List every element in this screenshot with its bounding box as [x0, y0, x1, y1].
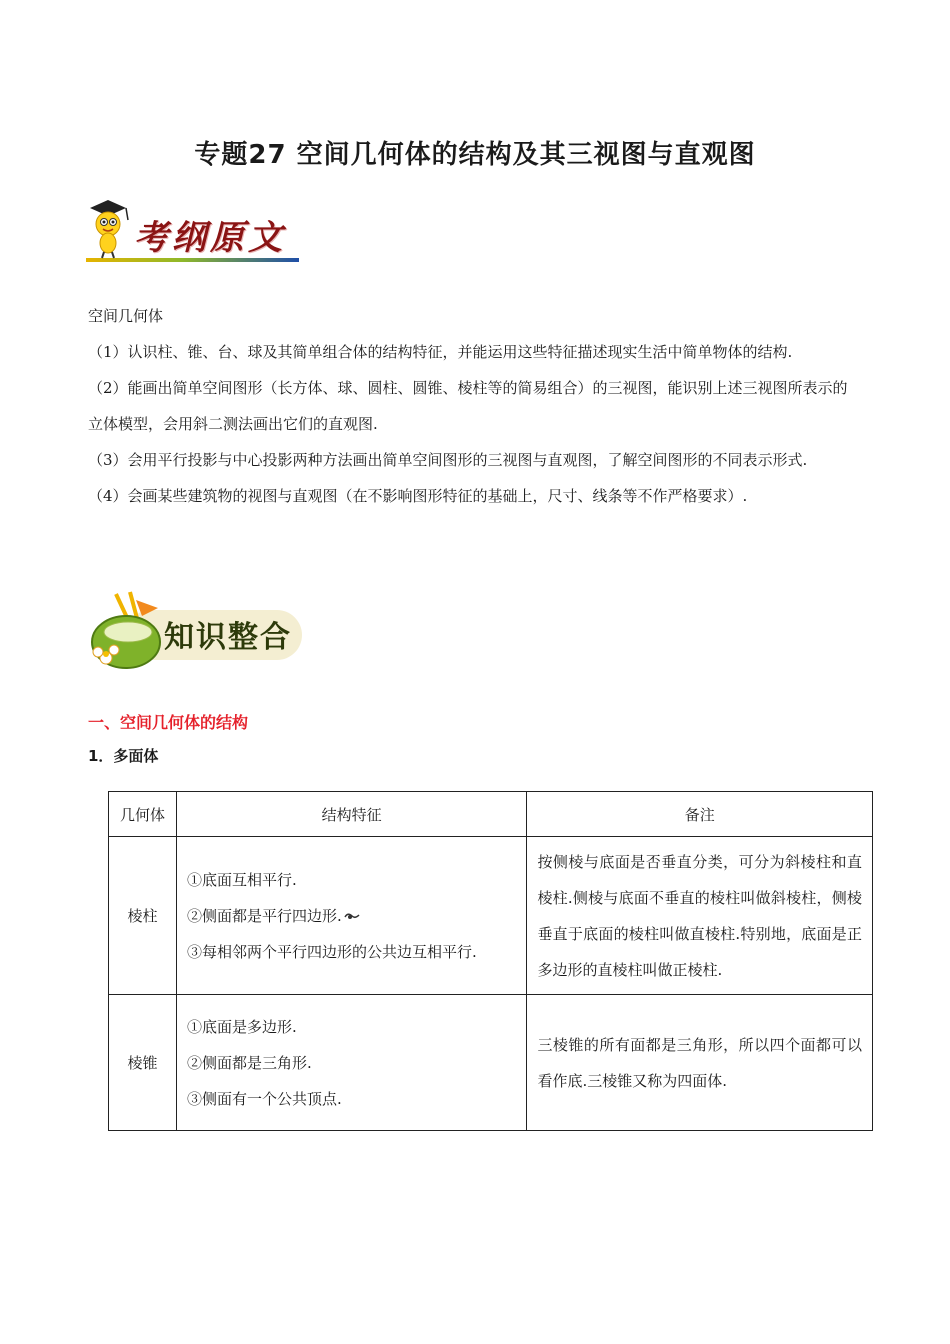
table-header-cell: 几何体	[109, 792, 177, 837]
syllabus-item: （4）会画某些建筑物的视图与直观图（在不影响图形特征的基础上，尺寸、线条等不作严格要求）.	[88, 487, 748, 505]
table-row	[109, 995, 873, 1131]
table-header-cell: 备注	[527, 792, 873, 837]
table-row	[109, 837, 873, 995]
syllabus-heading: 空间几何体	[88, 307, 164, 325]
knowledge-banner	[86, 590, 306, 676]
feature-line: ①底面互相平行.	[186, 870, 297, 889]
subsection-title: 1．多面体	[88, 747, 159, 765]
table-header-cell: 结构特征	[176, 792, 527, 837]
polyhedron-table	[108, 791, 873, 1131]
table-cell-note: 三棱锥的所有面都是三角形，所以四个面都可以看作底.三棱锥又称为四面体.	[527, 995, 873, 1131]
table-cell-features	[176, 837, 527, 995]
feature-line: ②侧面都是平行四边形.	[187, 898, 517, 934]
section-title: 一、空间几何体的结构	[88, 713, 249, 732]
feature-line: ①底面是多边形.	[186, 1017, 297, 1036]
syllabus-banner	[86, 196, 301, 268]
syllabus-item: （2）能画出简单空间图形（长方体、球、圆柱、圆锥、棱柱等的简易组合）的三视图，能识别上述三视图所表示的立体模型，会用斜二测法画出它们的直观图.	[88, 379, 848, 433]
table-cell-note: 按侧棱与底面是否垂直分类，可分为斜棱柱和直棱柱.侧棱与底面不垂直的棱柱叫做斜棱柱，侧棱垂直于底面的棱柱叫做直棱柱.特别地，底面是正多边形的直棱柱叫做正棱柱.	[527, 837, 873, 995]
table-cell-name: 棱锥	[109, 995, 177, 1131]
table-header-row	[109, 792, 873, 837]
syllabus-item: （1）认识柱、锥、台、球及其简单组合体的结构特征，并能运用这些特征描述现实生活中简单物体的结构.	[88, 343, 793, 361]
feature-line: ③侧面有一个公共顶点.	[186, 1089, 342, 1108]
feature-line: ②侧面都是三角形.	[186, 1053, 312, 1072]
knowledge-banner-text: 知识整合	[164, 620, 292, 655]
table-cell-name: 棱柱	[109, 837, 177, 995]
table-cell-features	[176, 995, 527, 1131]
syllabus-item: （3）会用平行投影与中心投影两种方法画出简单空间图形的三视图与直观图，了解空间图形的不同表示形式.	[88, 451, 808, 469]
page-title: 专题27 空间几何体的结构及其三视图与直观图	[194, 140, 756, 170]
small-mark-icon	[344, 911, 360, 921]
feature-line: ③每相邻两个平行四边形的公共边互相平行.	[186, 942, 477, 961]
syllabus-block	[88, 298, 858, 514]
syllabus-banner-text: 考纲原文	[134, 218, 286, 258]
